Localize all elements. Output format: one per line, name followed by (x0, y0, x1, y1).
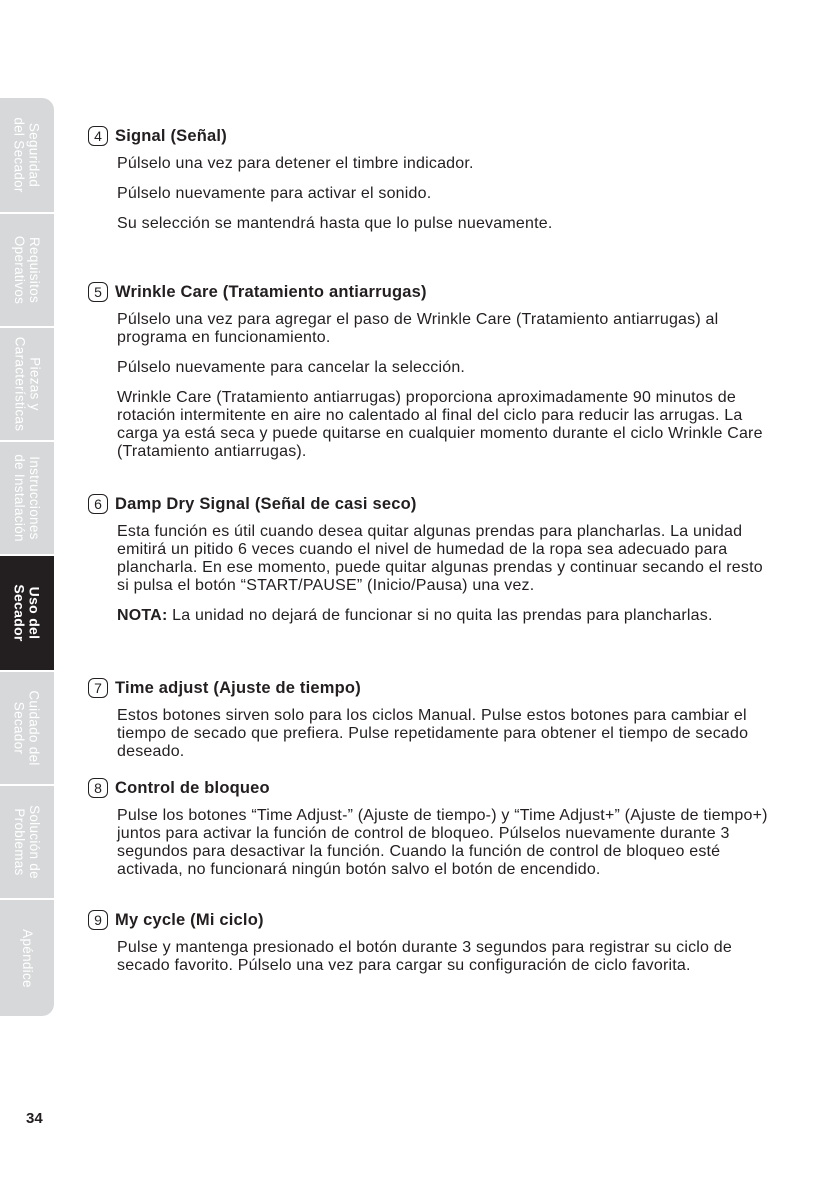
paragraph: Pulse los botones “Time Adjust-” (Ajuste de tiempo-) y “Time Adjust+” (Ajuste de tiempo+) juntos para activar la función de control de bloqueo. Púlselos nuevamente durante 3 segundos para desactivar la función. Cuando la función de control de bloqueo esté activada, no funcionará ningún botón salvo el botón de encendido. (117, 807, 768, 878)
section-signal (88, 126, 768, 233)
section-my-cycle (88, 910, 768, 975)
side-tab-label: Uso del Secador (12, 584, 44, 642)
section-title: My cycle (Mi ciclo) (115, 910, 264, 929)
section-damp-dry-signal (88, 494, 768, 625)
paragraph: Púlselo nuevamente para activar el sonido. (117, 185, 432, 202)
side-tab-uso-active (0, 556, 54, 672)
section-number: 9 (88, 910, 108, 930)
paragraph: Púlselo nuevamente para cancelar la selección. (117, 359, 466, 376)
paragraph: Wrinkle Care (Tratamiento antiarrugas) proporciona aproximadamente 90 minutos de rotación intermitente en aire no calentado al final del ciclo para reducir las arrugas. La carga ya está seca y puede quitarse en cualquier momento durante el ciclo Wrinkle Care (Tratamiento antiarrugas). (117, 389, 763, 460)
side-tab-label: Apéndice (19, 928, 35, 988)
note-label: NOTA: (117, 607, 168, 624)
section-control-bloqueo (88, 778, 768, 879)
paragraph: Pulse y mantenga presionado el botón durante 3 segundos para registrar su ciclo de secado favorito. Púlselo una vez para cargar su configuración de ciclo favorita. (117, 939, 733, 974)
section-number: 4 (88, 126, 108, 146)
paragraph: Su selección se mantendrá hasta que lo pulse nuevamente. (117, 215, 553, 232)
section-heading (88, 126, 768, 146)
section-heading (88, 910, 768, 930)
side-tab-instalacion (0, 442, 54, 556)
section-time-adjust (88, 678, 768, 761)
side-tab-piezas (0, 328, 54, 442)
side-tab-label: Cuidado del Secador (12, 690, 43, 766)
section-heading (88, 678, 768, 698)
section-title: Signal (Señal) (115, 126, 227, 145)
section-number: 7 (88, 678, 108, 698)
side-tab-label: Instrucciones de Instalación (12, 454, 43, 542)
section-heading (88, 282, 768, 302)
paragraph: Estos botones sirven solo para los ciclos Manual. Pulse estos botones para cambiar el tiempo de secado que prefiera. Pulse repetidamente para obtener el tiempo de secado deseado. (117, 707, 749, 760)
side-tab-seguridad (0, 98, 54, 214)
side-tab-label: Seguridad del Secador (12, 117, 43, 193)
side-tab-apendice (0, 900, 54, 1016)
section-number: 8 (88, 778, 108, 798)
section-number: 6 (88, 494, 108, 514)
page-number: 34 (26, 1110, 43, 1127)
section-title: Wrinkle Care (Tratamiento antiarrugas) (115, 282, 427, 301)
paragraph: Púlselo una vez para detener el timbre indicador. (117, 155, 474, 172)
paragraph: Esta función es útil cuando desea quitar algunas prendas para plancharlas. La unidad emitirá un pitido 6 veces cuando el nivel de humedad de la ropa sea adecuado para plancharla. En ese momento, puede quitar algunas prendas y continuar secando el resto si pulsa el botón “START/PAUSE” (Inicio/Pausa) una vez. (117, 523, 763, 594)
section-title: Time adjust (Ajuste de tiempo) (115, 678, 361, 697)
side-tab-cuidado (0, 672, 54, 786)
section-title: Damp Dry Signal (Señal de casi seco) (115, 494, 417, 513)
paragraph: Púlselo una vez para agregar el paso de Wrinkle Care (Tratamiento antiarrugas) al programa en funcionamiento. (117, 311, 719, 346)
section-number: 5 (88, 282, 108, 302)
note-text: La unidad no dejará de funcionar si no quita las prendas para plancharlas. (167, 607, 713, 624)
section-title: Control de bloqueo (115, 778, 270, 797)
section-wrinkle-care (88, 282, 768, 461)
note (117, 607, 768, 625)
side-tab-label: Solución de Problemas (12, 805, 43, 879)
side-tab-label: Requisitos Operativos (12, 235, 42, 305)
side-tab-label: Piezas y Características (12, 336, 42, 432)
side-tab-requisitos (0, 214, 54, 328)
section-heading (88, 778, 768, 798)
section-heading (88, 494, 768, 514)
side-tab-solucion (0, 786, 54, 900)
